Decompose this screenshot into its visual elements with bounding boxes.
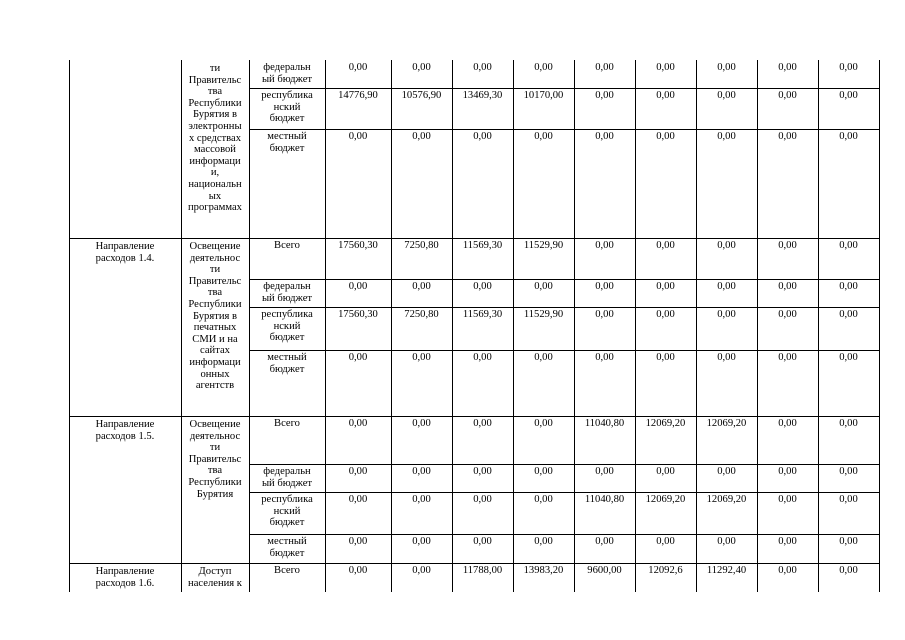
value-cell: 0,00	[656, 62, 675, 73]
value-cell: 0,00	[534, 418, 553, 429]
value-cell: 0,00	[348, 352, 368, 363]
value-cell: 0,00	[717, 240, 736, 251]
value-cell: 0,00	[656, 352, 675, 363]
value-cell: 0,00	[595, 352, 614, 363]
value-cell: 0,00	[717, 281, 736, 292]
row-separator	[249, 129, 879, 130]
funding-source: Всего	[274, 565, 300, 576]
value-cell: 0,00	[717, 62, 736, 73]
value-cell: 0,00	[595, 90, 614, 101]
row-separator	[249, 279, 879, 280]
value-cell: 0,00	[778, 90, 797, 101]
value-cell: 0,00	[839, 309, 858, 320]
value-cell: 0,00	[473, 352, 492, 363]
direction-label: Направление расходов 1.5.	[95, 419, 155, 442]
funding-source: Всего	[274, 418, 300, 429]
value-cell: 0,00	[348, 536, 368, 547]
value-cell: 0,00	[412, 131, 431, 142]
value-cell: 0,00	[656, 281, 675, 292]
value-cell: 0,00	[473, 62, 492, 73]
value-cell: 10576,90	[401, 90, 442, 101]
value-cell: 17560,30	[338, 240, 378, 251]
value-cell: 0,00	[473, 536, 492, 547]
value-cell: 9600,00	[587, 565, 622, 576]
funding-source: местный бюджет	[267, 131, 307, 154]
value-cell: 0,00	[839, 466, 858, 477]
value-cell: 0,00	[839, 536, 858, 547]
value-cell: 0,00	[717, 131, 736, 142]
funding-source: федеральн ый бюджет	[261, 281, 313, 304]
value-cell: 0,00	[473, 494, 492, 505]
value-cell: 0,00	[839, 565, 858, 576]
value-cell: 7250,80	[404, 240, 439, 251]
value-cell: 0,00	[839, 418, 858, 429]
value-cell: 14776,90	[338, 90, 378, 101]
grid-vline	[879, 60, 880, 592]
value-cell: 0,00	[778, 62, 797, 73]
value-cell: 0,00	[839, 62, 858, 73]
value-cell: 0,00	[717, 352, 736, 363]
value-cell: 0,00	[595, 62, 614, 73]
block-separator	[69, 563, 879, 564]
value-cell: 0,00	[412, 466, 431, 477]
value-cell: 0,00	[717, 536, 736, 547]
value-cell: 0,00	[778, 131, 797, 142]
value-cell: 0,00	[839, 90, 858, 101]
value-cell: 11040,80	[584, 494, 625, 505]
value-cell: 0,00	[656, 466, 675, 477]
value-cell: 0,00	[348, 466, 368, 477]
funding-source: Всего	[274, 240, 300, 251]
value-cell: 0,00	[534, 62, 553, 73]
row-separator	[249, 88, 879, 89]
funding-source: местный бюджет	[267, 536, 307, 559]
value-cell: 0,00	[717, 309, 736, 320]
value-cell: 0,00	[656, 309, 675, 320]
value-cell: 0,00	[534, 281, 553, 292]
row-separator	[249, 307, 879, 308]
value-cell: 0,00	[412, 62, 431, 73]
value-cell: 0,00	[412, 352, 431, 363]
value-cell: 11569,30	[462, 309, 503, 320]
value-cell: 0,00	[839, 281, 858, 292]
value-cell: 0,00	[717, 466, 736, 477]
value-cell: 0,00	[412, 494, 431, 505]
row-separator	[249, 350, 879, 351]
value-cell: 0,00	[778, 536, 797, 547]
value-cell: 0,00	[473, 418, 492, 429]
direction-label: Направление расходов 1.4.	[95, 241, 155, 264]
value-cell: 0,00	[656, 131, 675, 142]
funding-source: федеральн ый бюджет	[261, 466, 313, 489]
funding-source: местный бюджет	[267, 352, 307, 375]
value-cell: 0,00	[778, 466, 797, 477]
value-cell: 0,00	[839, 131, 858, 142]
value-cell: 0,00	[473, 281, 492, 292]
value-cell: 12092,6	[648, 565, 683, 576]
value-cell: 0,00	[348, 281, 368, 292]
value-cell: 0,00	[778, 352, 797, 363]
budget-table	[69, 60, 879, 592]
value-cell: 0,00	[778, 281, 797, 292]
value-cell: 13983,20	[523, 565, 564, 576]
funding-source: республика нский бюджет	[261, 90, 313, 125]
value-cell: 11040,80	[584, 418, 625, 429]
event-name: Освещение деятельнос ти Правительс тва Республики Бурятия в печатных СМИ и на сайтах информаци онных агентств	[188, 241, 242, 392]
funding-source: республика нский бюджет	[261, 309, 313, 344]
funding-source: федеральн ый бюджет	[261, 62, 313, 85]
value-cell: 0,00	[412, 536, 431, 547]
value-cell: 0,00	[595, 309, 614, 320]
value-cell: 0,00	[839, 352, 858, 363]
value-cell: 0,00	[839, 240, 858, 251]
value-cell: 0,00	[778, 418, 797, 429]
value-cell: 11529,90	[523, 240, 564, 251]
value-cell: 11529,90	[523, 309, 564, 320]
value-cell: 12069,20	[706, 494, 747, 505]
value-cell: 0,00	[717, 90, 736, 101]
value-cell: 12069,20	[645, 494, 686, 505]
value-cell: 0,00	[412, 565, 431, 576]
value-cell: 17560,30	[338, 309, 378, 320]
value-cell: 0,00	[534, 466, 553, 477]
value-cell: 0,00	[656, 90, 675, 101]
value-cell: 11569,30	[462, 240, 503, 251]
block-separator	[69, 416, 879, 417]
value-cell: 10170,00	[523, 90, 564, 101]
value-cell: 0,00	[412, 281, 431, 292]
value-cell: 11788,00	[462, 565, 503, 576]
value-cell: 0,00	[656, 240, 675, 251]
value-cell: 0,00	[348, 131, 368, 142]
value-cell: 0,00	[412, 418, 431, 429]
row-separator	[249, 492, 879, 493]
value-cell: 0,00	[348, 62, 368, 73]
value-cell: 0,00	[778, 240, 797, 251]
value-cell: 0,00	[656, 536, 675, 547]
value-cell: 0,00	[534, 494, 553, 505]
funding-source: республика нский бюджет	[261, 494, 313, 529]
value-cell: 0,00	[348, 565, 368, 576]
value-cell: 7250,80	[404, 309, 439, 320]
row-separator	[249, 464, 879, 465]
value-cell: 0,00	[595, 466, 614, 477]
value-cell: 12069,20	[706, 418, 747, 429]
value-cell: 11292,40	[706, 565, 747, 576]
value-cell: 13469,30	[462, 90, 503, 101]
event-name: Освещение деятельнос ти Правительс тва Республики Бурятия	[188, 419, 242, 500]
value-cell: 0,00	[839, 494, 858, 505]
direction-label: Направление расходов 1.6.	[95, 566, 155, 589]
value-cell: 0,00	[348, 418, 368, 429]
value-cell: 0,00	[778, 494, 797, 505]
value-cell: 0,00	[534, 131, 553, 142]
value-cell: 0,00	[534, 536, 553, 547]
value-cell: 0,00	[595, 240, 614, 251]
event-name: Доступ населения к	[188, 566, 242, 589]
value-cell: 0,00	[348, 494, 368, 505]
value-cell: 0,00	[473, 466, 492, 477]
value-cell: 12069,20	[645, 418, 686, 429]
value-cell: 0,00	[595, 536, 614, 547]
value-cell: 0,00	[473, 131, 492, 142]
row-separator	[249, 534, 879, 535]
value-cell: 0,00	[595, 131, 614, 142]
value-cell: 0,00	[534, 352, 553, 363]
value-cell: 0,00	[778, 565, 797, 576]
block-separator	[69, 238, 879, 239]
value-cell: 0,00	[595, 281, 614, 292]
value-cell: 0,00	[778, 309, 797, 320]
event-name: ти Правительс тва Республики Бурятия в электронны х средствах массовой информаци и, национальн ых программах	[188, 63, 242, 214]
grid-vline	[69, 60, 70, 592]
